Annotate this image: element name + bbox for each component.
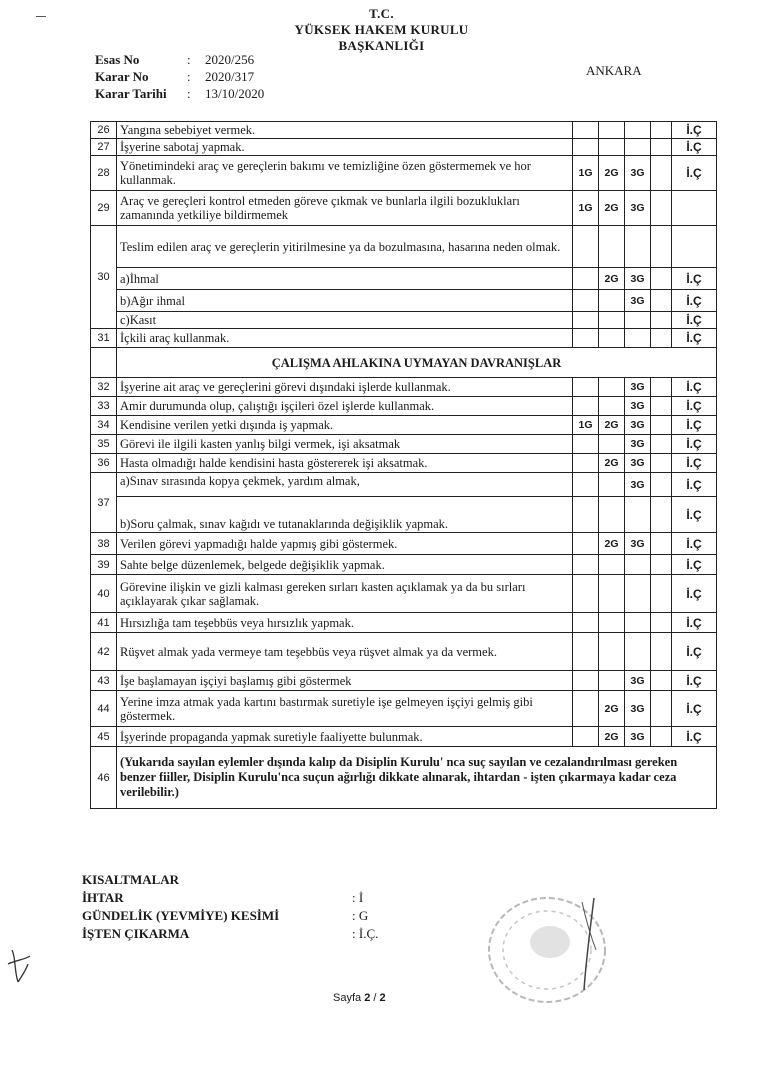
table-row — [91, 226, 717, 268]
penalty-3g: 3G — [625, 290, 651, 312]
official-stamp-icon — [482, 890, 612, 1010]
penalty-3g: 3G — [625, 416, 651, 435]
penalty-1g: 1G — [573, 191, 599, 226]
section-title: ÇALIŞMA AHLAKINA UYMAYAN DAVRANIŞLAR — [117, 348, 717, 378]
section-row — [91, 348, 717, 378]
row-number: 29 — [91, 191, 117, 226]
penalty-3g: 3G — [625, 533, 651, 555]
row-text: Görevi ile ilgili kasten yanlış bilgi vermek, işi aksatmak — [117, 435, 573, 454]
penalty-ic: İ.Ç — [672, 727, 717, 747]
table-row — [91, 533, 717, 555]
row-number: 33 — [91, 397, 117, 416]
abbreviations-title: KISALTMALAR — [82, 872, 180, 887]
penalty-2g: 2G — [599, 454, 625, 473]
penalty-3g: 3G — [625, 671, 651, 691]
table-row — [91, 156, 717, 191]
table-row — [91, 691, 717, 727]
table-row — [91, 555, 717, 575]
abbreviation-value: : İ.Ç. — [352, 926, 379, 941]
table-row — [91, 416, 717, 435]
page-current: 2 — [364, 992, 371, 1004]
table-row — [91, 473, 717, 497]
penalty-ic: İ.Ç — [672, 397, 717, 416]
penalty-1g: 1G — [573, 156, 599, 191]
table-subrow — [91, 497, 717, 533]
penalty-2g: 2G — [599, 191, 625, 226]
abbreviation-key: GÜNDELİK (YEVMİYE) KESİMİ — [82, 908, 280, 923]
penalty-2g: 2G — [599, 533, 625, 555]
row-number: 30 — [91, 226, 117, 329]
penalty-2g: 2G — [599, 416, 625, 435]
row-text: Yönetimindeki araç ve gereçlerin bakımı ve temizliğine özen göstermemek ve hor kullanmak. — [117, 156, 573, 191]
penalty-table — [90, 121, 717, 809]
row-text: Yangına sebebiyet vermek. — [117, 122, 573, 139]
penalty-2g: 2G — [599, 156, 625, 191]
row-text: Verilen görevi yapmadığı halde yapmış gibi göstermek. — [117, 533, 573, 555]
row-text: İşyerine sabotaj yapmak. — [117, 139, 573, 156]
table-row — [91, 454, 717, 473]
table-subrow — [91, 312, 717, 329]
meta-label: Karar Tarihi — [95, 86, 167, 101]
row-number: 31 — [91, 329, 117, 348]
penalty-ic: İ.Ç — [672, 575, 717, 613]
penalty-3g: 3G — [625, 727, 651, 747]
row-number: 26 — [91, 122, 117, 139]
table-row — [91, 435, 717, 454]
city: ANKARA — [586, 63, 642, 78]
penalty-ic: İ.Ç — [672, 691, 717, 727]
penalty-3g: 3G — [625, 191, 651, 226]
penalty-ic: İ.Ç — [672, 268, 717, 290]
penalty-ic: İ.Ç — [672, 613, 717, 633]
row-number: 40 — [91, 575, 117, 613]
penalty-ic: İ.Ç — [672, 633, 717, 671]
table-row — [91, 575, 717, 613]
penalty-ic: İ.Ç — [672, 555, 717, 575]
row-number: 38 — [91, 533, 117, 555]
row-text: Teslim edilen araç ve gereçlerin yitirilmesine ya da bozulmasına, hasarına neden olmak. — [117, 226, 573, 268]
penalty-ic: İ.Ç — [672, 671, 717, 691]
row-number: 44 — [91, 691, 117, 727]
table-row — [91, 329, 717, 348]
penalty-3g: 3G — [625, 435, 651, 454]
meta-label: Karar No — [95, 69, 149, 84]
row-text: Sahte belge düzenlemek, belgede değişiklik yapmak. — [117, 555, 573, 575]
abbreviation-item — [82, 908, 378, 926]
penalty-ic: İ.Ç — [672, 122, 717, 139]
abbreviation-item — [82, 890, 378, 908]
penalty-ic: İ.Ç — [672, 435, 717, 454]
meta-value: 13/10/2020 — [205, 86, 265, 101]
page-prefix: Sayfa — [333, 992, 365, 1004]
row-number: 39 — [91, 555, 117, 575]
row-text: c)Kasıt — [117, 312, 573, 329]
table-row — [91, 727, 717, 747]
penalty-ic: İ.Ç — [672, 473, 717, 497]
penalty-ic: İ.Ç — [672, 156, 717, 191]
row-number: 37 — [91, 473, 117, 533]
penalty-2g: 2G — [599, 268, 625, 290]
row-text: Kendisine verilen yetki dışında iş yapmak. — [117, 416, 573, 435]
general-clause: (Yukarıda sayılan eylemler dışında kalıp da Disiplin Kurulu' nca suç sayılan ve cezalandırılması gereken benzer fiiller, Disiplin Kurulu'nca suçun ağırlığı dikkate alınarak, ihtardan - işten çıkarmaya kadar ceza verilebilir.) — [117, 747, 717, 809]
page-separator: / — [370, 992, 380, 1004]
signature-icon — [4, 946, 34, 986]
table-row — [91, 139, 717, 156]
table-row — [91, 747, 717, 809]
penalty-ic: İ.Ç — [672, 533, 717, 555]
row-number: 35 — [91, 435, 117, 454]
header-tc: T.C. — [369, 6, 394, 21]
row-text: b)Soru çalmak, sınav kağıdı ve tutanaklarında değişiklik yapmak. — [117, 497, 573, 533]
row-text: İşyerine ait araç ve gereçlerini görevi dışındaki işlerde kullanmak. — [117, 378, 573, 397]
meta-karar-tarihi: Karar Tarihi : 13/10/2020 — [95, 86, 265, 101]
page-total: 2 — [379, 992, 386, 1004]
row-number: 28 — [91, 156, 117, 191]
penalty-3g: 3G — [625, 691, 651, 727]
page-number — [333, 992, 386, 1004]
row-number: 46 — [91, 747, 117, 809]
row-number: 45 — [91, 727, 117, 747]
penalty-ic: İ.Ç — [672, 454, 717, 473]
header-institution: YÜKSEK HAKEM KURULU — [294, 22, 469, 37]
row-number: 27 — [91, 139, 117, 156]
row-number: 34 — [91, 416, 117, 435]
row-text: Yerine imza atmak yada kartını bastırmak suretiyle işe gelmeyen işçiyi gelmiş gibi göstermek. — [117, 691, 573, 727]
penalty-ic: İ.Ç — [672, 416, 717, 435]
abbreviation-key: İŞTEN ÇIKARMA — [82, 926, 190, 941]
row-text: Hasta olmadığı halde kendisini hasta göstererek işi aksatmak. — [117, 454, 573, 473]
row-text: b)Ağır ihmal — [117, 290, 573, 312]
penalty-ic: İ.Ç — [672, 378, 717, 397]
penalty-ic: İ.Ç — [672, 139, 717, 156]
penalty-1g: 1G — [573, 416, 599, 435]
table-row — [91, 378, 717, 397]
table-row — [91, 191, 717, 226]
header-department: BAŞKANLIĞI — [338, 38, 425, 53]
table-row — [91, 633, 717, 671]
penalty-3g: 3G — [625, 454, 651, 473]
penalty-ic: İ.Ç — [672, 290, 717, 312]
table-row — [91, 671, 717, 691]
row-text: İşyerinde propaganda yapmak suretiyle faaliyette bulunmak. — [117, 727, 573, 747]
row-number: 41 — [91, 613, 117, 633]
meta-label: Esas No — [95, 52, 140, 67]
penalty-3g: 3G — [625, 473, 651, 497]
meta-value: 2020/256 — [205, 52, 255, 67]
row-text: Araç ve gereçleri kontrol etmeden göreve çıkmak ve bunlarla ilgili bozuklukları zamanında yetkiliye bildirmemek — [117, 191, 573, 226]
penalty-3g: 3G — [625, 156, 651, 191]
table-subrow — [91, 268, 717, 290]
penalty-ic — [672, 191, 717, 226]
penalty-ic: İ.Ç — [672, 329, 717, 348]
row-number: 43 — [91, 671, 117, 691]
penalty-2g: 2G — [599, 691, 625, 727]
row-text: İçkili araç kullanmak. — [117, 329, 573, 348]
row-number: 42 — [91, 633, 117, 671]
row-text: a)Sınav sırasında kopya çekmek, yardım almak, — [117, 473, 573, 497]
row-text: Görevine ilişkin ve gizli kalması gereken sırları kasten açıklamak ya da bu sırları açıklayarak çıkar sağlamak. — [117, 575, 573, 613]
table-subrow — [91, 290, 717, 312]
penalty-ic: İ.Ç — [672, 497, 717, 533]
abbreviation-key: İHTAR — [82, 890, 124, 905]
penalty-ic: İ.Ç — [672, 312, 717, 329]
penalty-3g: 3G — [625, 397, 651, 416]
penalty-2g: 2G — [599, 727, 625, 747]
row-text: Rüşvet almak yada vermeye tam teşebbüs veya rüşvet almak ya da vermek. — [117, 633, 573, 671]
abbreviation-item — [82, 926, 378, 944]
abbreviation-value: : İ — [352, 890, 364, 905]
row-text: Hırsızlığa tam teşebbüs veya hırsızlık yapmak. — [117, 613, 573, 633]
table-row — [91, 397, 717, 416]
table-row — [91, 613, 717, 633]
penalty-3g: 3G — [625, 268, 651, 290]
meta-esas: Esas No : 2020/256 — [95, 52, 255, 67]
abbreviations — [82, 872, 378, 944]
row-number: 32 — [91, 378, 117, 397]
table-row — [91, 122, 717, 139]
row-text: a)İhmal — [117, 268, 573, 290]
abbreviation-value: : G — [352, 908, 369, 923]
row-number: 36 — [91, 454, 117, 473]
penalty-3g: 3G — [625, 378, 651, 397]
row-text: Amir durumunda olup, çalıştığı işçileri özel işlerde kullanmak. — [117, 397, 573, 416]
meta-value: 2020/317 — [205, 69, 255, 84]
row-text: İşe başlamayan işçiyi başlamış gibi göstermek — [117, 671, 573, 691]
meta-karar: Karar No : 2020/317 — [95, 69, 255, 84]
